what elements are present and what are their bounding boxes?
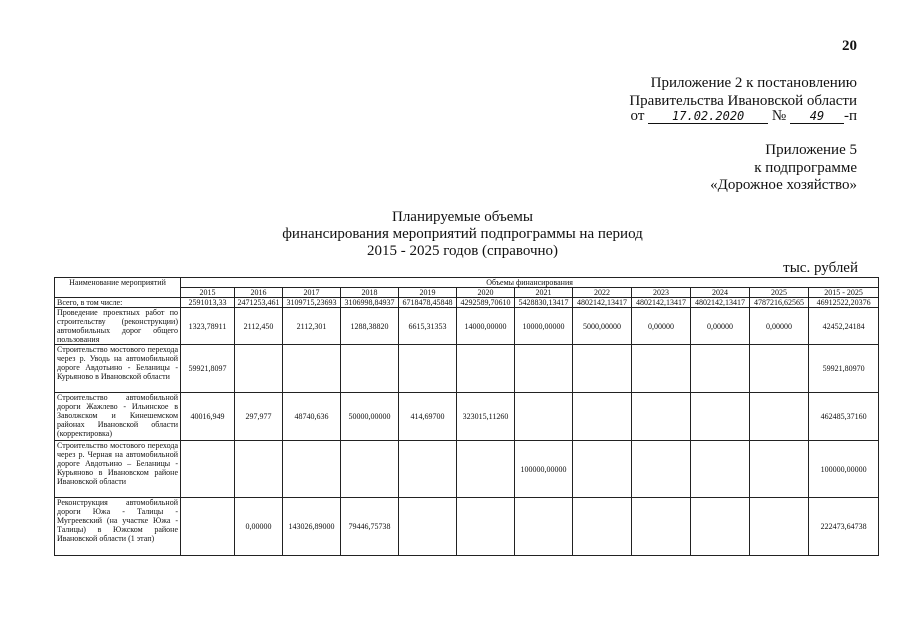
value-cell: [691, 345, 750, 393]
value-cell: 6718478,45848: [399, 298, 457, 308]
value-cell: [573, 498, 632, 556]
financing-group-header: Объемы финансирования: [181, 278, 879, 288]
value-cell: [691, 393, 750, 441]
value-cell: 4802142,13417: [691, 298, 750, 308]
value-cell: [341, 345, 399, 393]
value-cell: 6615,31353: [399, 308, 457, 345]
value-cell: 79446,75738: [341, 498, 399, 556]
units-label: тыс. рублей: [783, 260, 858, 276]
value-cell: [399, 441, 457, 498]
value-cell: 0,00000: [632, 308, 691, 345]
row-name: Строительство мостового перехода через р. Уводь на автомобильной дороге Авдотьино - Беланицы - Курьяново в Ивановской области: [55, 345, 181, 393]
appendix-line-2: к подпрограмме: [754, 160, 857, 176]
year-header: 2019: [399, 288, 457, 298]
value-cell: [457, 498, 515, 556]
value-cell: 297,977: [235, 393, 283, 441]
table-row: [55, 393, 879, 441]
value-cell: 50000,00000: [341, 393, 399, 441]
value-cell: [457, 345, 515, 393]
value-cell: 100000,00000: [809, 441, 879, 498]
date-prefix: от: [630, 108, 645, 124]
value-cell: [283, 441, 341, 498]
value-cell: 4802142,13417: [573, 298, 632, 308]
page-number: 20: [842, 38, 857, 54]
value-cell: 0,00000: [750, 308, 809, 345]
value-cell: 42452,24184: [809, 308, 879, 345]
value-cell: 323015,11260: [457, 393, 515, 441]
value-cell: [750, 345, 809, 393]
value-cell: 46912522,20376: [809, 298, 879, 308]
value-cell: [399, 345, 457, 393]
title-line-1: Планируемые объемы: [391, 209, 533, 225]
value-cell: 414,69700: [399, 393, 457, 441]
value-cell: [691, 441, 750, 498]
value-cell: 1288,38820: [341, 308, 399, 345]
appendix-line-1: Приложение 5: [765, 142, 857, 158]
row-name: Всего, в том числе:: [55, 298, 181, 308]
value-cell: [341, 441, 399, 498]
year-header: 2024: [691, 288, 750, 298]
title-line-3: 2015 - 2025 годов (справочно): [366, 243, 559, 259]
year-header: 2016: [235, 288, 283, 298]
value-cell: 40016,949: [181, 393, 235, 441]
year-header: 2021: [515, 288, 573, 298]
value-cell: 59921,8097: [181, 345, 235, 393]
value-cell: [573, 441, 632, 498]
value-cell: 3109715,23693: [283, 298, 341, 308]
decree-date-number-line: [631, 108, 857, 125]
value-cell: [750, 441, 809, 498]
decree-number: 49: [790, 109, 844, 124]
decree-appendix-line: Приложение 2 к постановлению: [650, 75, 857, 91]
value-cell: 2112,301: [283, 308, 341, 345]
year-header: 2017: [283, 288, 341, 298]
value-cell: 5000,00000: [573, 308, 632, 345]
value-cell: [573, 345, 632, 393]
number-suffix: -п: [843, 108, 857, 124]
table-row: [55, 498, 879, 556]
value-cell: 2591013,33: [181, 298, 235, 308]
year-header: 2023: [632, 288, 691, 298]
value-cell: 0,00000: [691, 308, 750, 345]
year-header: 2020: [457, 288, 515, 298]
table-row: [55, 308, 879, 345]
value-cell: [632, 498, 691, 556]
appendix-line-3: «Дорожное хозяйство»: [710, 177, 857, 193]
value-cell: [515, 393, 573, 441]
value-cell: [750, 498, 809, 556]
year-header: 2018: [341, 288, 399, 298]
value-cell: 143026,89000: [283, 498, 341, 556]
financing-table: [54, 277, 879, 556]
value-cell: 0,00000: [235, 498, 283, 556]
value-cell: 3106998,84937: [341, 298, 399, 308]
decree-date: 17.02.2020: [648, 109, 768, 124]
value-cell: [515, 345, 573, 393]
row-name: Проведение проектных работ по строительству (реконструкции) автомобильных дорог общего пользования: [55, 308, 181, 345]
table-header-row: [55, 278, 879, 288]
row-name: Строительство автомобильной дороги Жажлево - Ильинское в Заволжском и Кинешемском районах Ивановской области (корректировка): [55, 393, 181, 441]
table-row: [55, 345, 879, 393]
value-cell: 2112,450: [235, 308, 283, 345]
row-name: Реконструкция автомобильной дороги Южа - Талицы - Мугреевский (на участке Южа - Талицы) в Южском районе Ивановской области (1 этап): [55, 498, 181, 556]
value-cell: [632, 441, 691, 498]
decree-authority-line: Правительства Ивановской области: [629, 93, 857, 109]
value-cell: [181, 498, 235, 556]
table-row-total: [55, 298, 879, 308]
value-cell: [573, 393, 632, 441]
value-cell: 59921,80970: [809, 345, 879, 393]
value-cell: 1323,78911: [181, 308, 235, 345]
value-cell: [399, 498, 457, 556]
table-row: [55, 441, 879, 498]
year-header: 2022: [573, 288, 632, 298]
value-cell: 4802142,13417: [632, 298, 691, 308]
value-cell: [632, 393, 691, 441]
value-cell: 10000,00000: [515, 308, 573, 345]
title-line-2: финансирования мероприятий подпрограммы на период: [282, 226, 643, 242]
value-cell: 222473,64738: [809, 498, 879, 556]
row-name: Строительство мостового перехода через р. Черная на автомобильной дороге Авдотьино – Беланицы - Курьяново в Ивановском районе Ивановской области: [55, 441, 181, 498]
value-cell: 14000,00000: [457, 308, 515, 345]
value-cell: [632, 345, 691, 393]
value-cell: 5428830,13417: [515, 298, 573, 308]
value-cell: [283, 345, 341, 393]
value-cell: [515, 498, 573, 556]
value-cell: 4787216,62565: [750, 298, 809, 308]
total-period-header: 2015 - 2025: [809, 288, 879, 298]
value-cell: 100000,00000: [515, 441, 573, 498]
year-header: 2015: [181, 288, 235, 298]
value-cell: [235, 345, 283, 393]
value-cell: 4292589,70610: [457, 298, 515, 308]
value-cell: 2471253,461: [235, 298, 283, 308]
value-cell: [457, 441, 515, 498]
value-cell: 462485,37160: [809, 393, 879, 441]
number-prefix: №: [771, 108, 787, 124]
year-header: 2025: [750, 288, 809, 298]
value-cell: [235, 441, 283, 498]
value-cell: 48740,636: [283, 393, 341, 441]
value-cell: [750, 393, 809, 441]
value-cell: [181, 441, 235, 498]
name-column-header: Наименование мероприятий: [55, 278, 181, 298]
value-cell: [691, 498, 750, 556]
